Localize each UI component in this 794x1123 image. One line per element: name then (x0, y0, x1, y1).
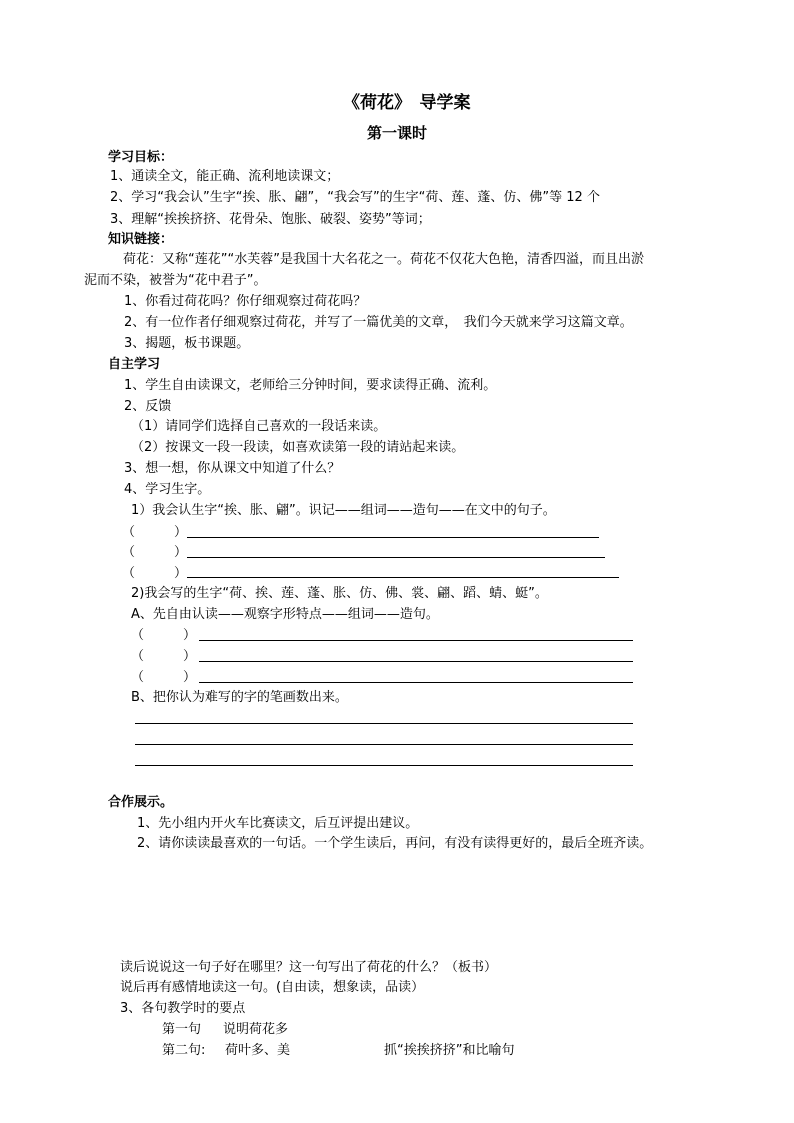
blank-paren: （ ） (131, 628, 197, 643)
answer-line (135, 765, 633, 766)
answer-line (187, 557, 605, 558)
step-b-instruction: B、把你认为难写的字的笔画数出来。 (131, 690, 348, 705)
blank-paren: （ ） (122, 525, 188, 540)
self-study-item-1: 1、学生自由读课文，老师给三分钟时间，要求读得正确、流利。 (124, 378, 497, 393)
self-study-item-4: （2）按课文一段一段读，如喜欢读第一段的请站起来读。 (131, 440, 465, 455)
answer-line (187, 577, 619, 578)
page-title: 《荷花》 导学案 (343, 93, 471, 113)
blank-paren: （ ） (131, 670, 197, 685)
cooperate-item-2: 2、请你读读最喜欢的一句话。一个学生读后，再问，有没有读得更好的，最后全班齐读。 (137, 836, 653, 851)
page-subtitle: 第一课时 (367, 124, 428, 142)
answer-line (199, 661, 633, 662)
write-instruction: 2)我会写的生字“荷、挨、莲、蓬、胀、仿、佛、裳、翩、蹈、蜻、蜓”。 (131, 586, 548, 601)
answer-line (187, 537, 599, 538)
knowledge-item-2: 2、有一位作者仔细观察过荷花，并写了一篇优美的文章， 我们今天就来学习这篇文章。 (124, 315, 633, 330)
self-study-item-5: 3、想一想，你从课文中知道了什么？ (124, 461, 341, 476)
answer-line (199, 682, 633, 683)
knowledge-heading: 知识链接： (108, 232, 174, 247)
goal-item-3: 3、理解“挨挨挤挤、花骨朵、饱胀、破裂、姿势”等词； (110, 212, 431, 227)
answer-line (199, 640, 633, 641)
answer-line (135, 744, 633, 745)
knowledge-paragraph-line1: 荷花：又称“莲花”“水芙蓉”是我国十大名花之一。荷花不仅花大色艳，清香四溢，而且出淤 (123, 252, 644, 267)
sentence-2-text: 荷叶多、美 (225, 1043, 291, 1058)
blank-paren: （ ） (122, 566, 188, 581)
cooperate-heading: 合作展示。 (108, 795, 174, 810)
sentence-1-text: 说明荷花多 (223, 1022, 289, 1037)
step-a-instruction: A、先自由认读——观察字形特点——组词——造句。 (131, 607, 439, 622)
answer-line (135, 723, 633, 724)
self-study-heading: 自主学习 (108, 357, 161, 372)
sentence-2-label: 第二句: (162, 1043, 206, 1058)
after-line-1: 读后说说这一句子好在哪里？这一句写出了荷花的什么？（板书） (120, 960, 498, 975)
knowledge-item-1: 1、你看过荷花吗？你仔细观察过荷花吗？ (124, 294, 367, 309)
goal-item-2: 2、学习“我会认”生字“挨、胀、翩”，“我会写”的生字“荷、莲、蓬、仿、佛”等 12 个 (110, 190, 600, 205)
sentence-1-label: 第一句 (162, 1022, 202, 1037)
self-study-item-3: （1）请同学们选择自己喜欢的一段话来读。 (131, 419, 387, 434)
blank-paren: （ ） (131, 649, 197, 664)
knowledge-paragraph-line2: 泥而不染，被誉为“花中君子”。 (84, 273, 267, 288)
after-line-3: 3、各句教学时的要点 (120, 1001, 246, 1016)
sentence-2-note: 抓“挨挨挤挤”和比喻句 (384, 1043, 515, 1058)
self-study-item-2: 2、反馈 (124, 399, 172, 414)
goals-heading: 学习目标： (108, 150, 174, 165)
blank-paren: （ ） (122, 545, 188, 560)
cooperate-item-1: 1、先小组内开火车比赛读文，后互评提出建议。 (137, 816, 419, 831)
goal-item-1: 1、通读全文，能正确、流利地读课文； (110, 169, 340, 184)
recognize-instruction: 1）我会认生字“挨、胀、翩”。识记——组词——造句——在文中的句子。 (131, 503, 556, 518)
knowledge-item-3: 3、揭题，板书课题。 (124, 336, 250, 351)
after-line-2: 说后再有感情地读这一句。(自由读，想象读，品读） (120, 980, 425, 995)
self-study-item-6: 4、学习生字。 (124, 482, 211, 497)
